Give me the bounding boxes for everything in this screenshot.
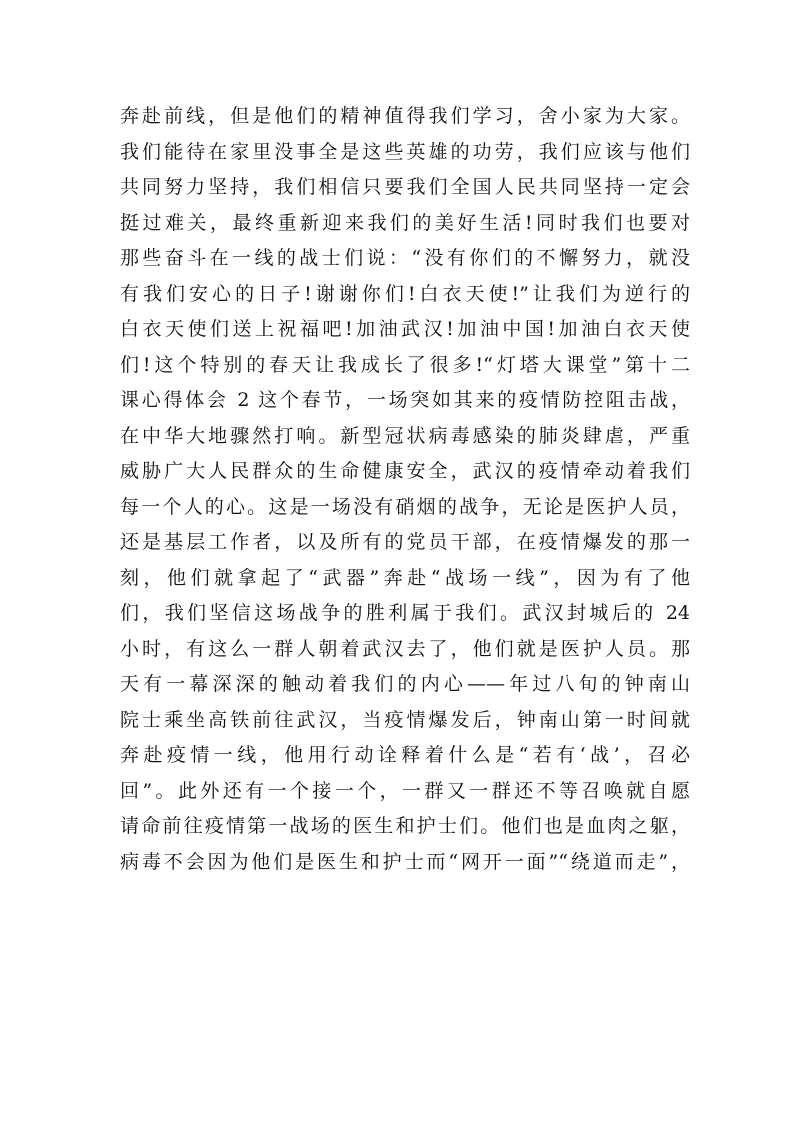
text-line: 院士乘坐高铁前往武汉，当疫情爆发后，钟南山第一时间就 <box>120 708 690 731</box>
text-line: 那些奋斗在一线的战士们说：“没有你们的不懈努力，就没 <box>120 247 690 269</box>
text-line: 我们能待在家里没事全是这些英雄的功劳，我们应该与他们 <box>120 140 690 163</box>
text-line: 们，我们坚信这场战争的胜利属于我们。武汉封城后的 24 <box>120 602 690 624</box>
text-line: 白衣天使们送上祝福吧!加油武汉!加油中国!加油白衣天使 <box>120 318 690 340</box>
text-line: 有我们安心的日子!谢谢你们!白衣天使!”让我们为逆行的 <box>120 282 690 305</box>
text-line: 天有一幕深深的触动着我们的内心——年过八旬的钟南山 <box>120 673 690 695</box>
text-line: 病毒不会因为他们是医生和护士而“网开一面”“绕道而走”， <box>120 850 690 873</box>
text-line: 共同努力坚持，我们相信只要我们全国人民共同坚持一定会 <box>120 176 690 198</box>
text-line: 在中华大地骤然打响。新型冠状病毒感染的肺炎肆虐，严重 <box>120 424 690 447</box>
text-line: 威胁广大人民群众的生命健康安全，武汉的疫情牵动着我们 <box>120 460 690 482</box>
text-line: 们!这个特别的春天让我成长了很多!“灯塔大课堂”第十二 <box>120 353 690 376</box>
text-line: 奔赴疫情一线，他用行动诠释着什么是“若有‘战’，召必 <box>120 744 690 766</box>
text-line: 回”。此外还有一个接一个，一群又一群还不等召唤就自愿 <box>120 779 690 802</box>
text-line: 刻，他们就拿起了“武器”奔赴“战场一线”，因为有了他 <box>120 566 690 589</box>
text-line: 每一个人的心。这是一场没有硝烟的战争，无论是医护人员， <box>120 495 690 518</box>
text-line: 挺过难关，最终重新迎来我们的美好生活!同时我们也要对 <box>120 211 690 234</box>
text-line: 课心得体会 2 这个春节，一场突如其来的疫情防控阻击战， <box>120 389 690 411</box>
text-line: 还是基层工作者，以及所有的党员干部，在疫情爆发的那一 <box>120 531 690 553</box>
body-text <box>120 99 690 880</box>
text-line: 请命前往疫情第一战场的医生和护士们。他们也是血肉之躯， <box>120 815 690 837</box>
text-line: 小时，有这么一群人朝着武汉去了，他们就是医护人员。那 <box>120 637 690 660</box>
text-line: 奔赴前线，但是他们的精神值得我们学习，舍小家为大家。 <box>120 105 690 127</box>
